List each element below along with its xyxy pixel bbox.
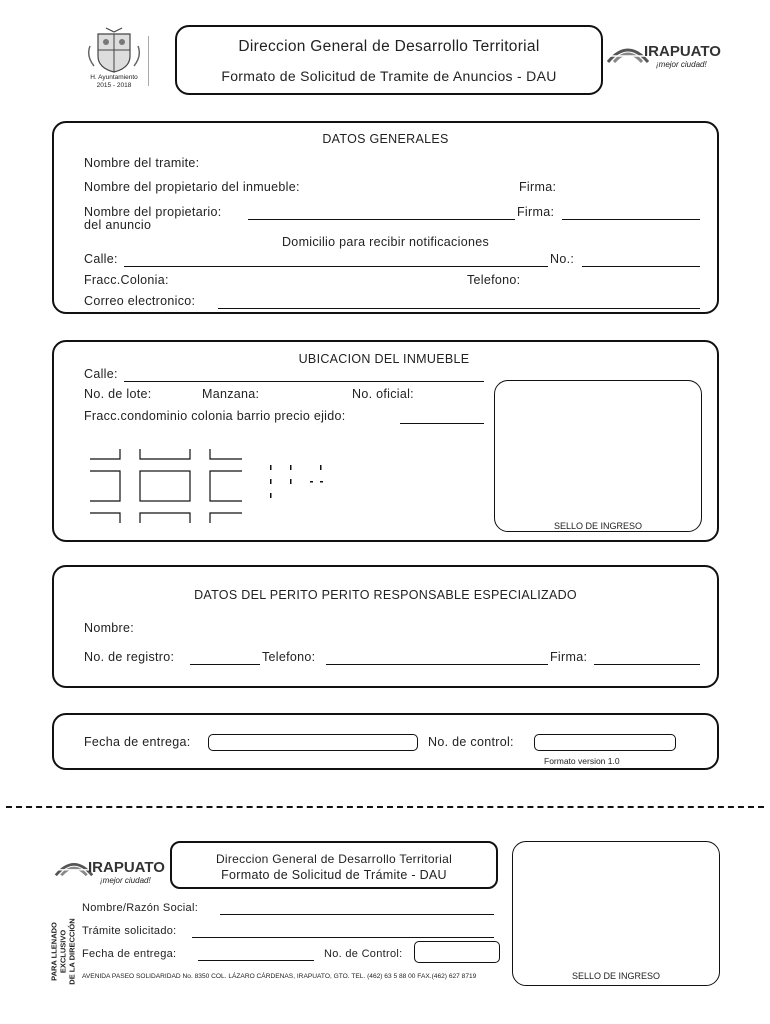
brand-slogan: ¡mejor ciudad! <box>656 60 707 69</box>
fecha-entrega-field[interactable] <box>208 734 418 751</box>
firma-label: Firma: <box>519 180 557 194</box>
firma-label: Firma: <box>550 650 588 664</box>
nombre-propietario-anuncio-label: Nombre del propietario: <box>84 205 222 219</box>
talon-sello-box[interactable] <box>512 841 720 986</box>
no-label: No.: <box>550 252 575 266</box>
seal-caption: H. Ayuntamiento <box>90 74 138 81</box>
domicilio-heading: Domicilio para recibir notificaciones <box>281 235 489 249</box>
no-control-field[interactable] <box>534 734 676 751</box>
telefono-line[interactable] <box>326 664 548 665</box>
side-label-line1: PARA LLENADO EXCLUSIVO <box>49 922 68 981</box>
talon-subtitle: Formato de Solicitud de Trámite - DAU <box>221 868 447 882</box>
talon-side-label <box>50 902 76 988</box>
no-registro-label: No. de registro: <box>84 650 175 664</box>
talon-brand-logo <box>54 855 164 891</box>
municipal-seal <box>84 26 144 88</box>
coat-of-arms-icon <box>84 26 144 74</box>
talon-tramite-label: Trámite solicitado: <box>82 925 177 937</box>
calle-label: Calle: <box>84 367 118 381</box>
talon-no-control-label: No. de Control: <box>324 948 403 960</box>
brand-slogan: ¡mejor ciudad! <box>100 876 151 885</box>
section-heading: DATOS DEL PERITO PERITO RESPONSABLE ESPECIALIZADO <box>194 588 577 602</box>
no-lote-label: No. de lote: <box>84 387 152 401</box>
version-label: Formato version 1.0 <box>544 756 620 766</box>
nombre-tramite-label: Nombre del tramite: <box>84 156 200 170</box>
section-heading: UBICACION DEL INMUEBLE <box>298 352 470 366</box>
fecha-entrega-label: Fecha de entrega: <box>84 735 191 749</box>
entrega-section <box>52 713 719 770</box>
no-oficial-label: No. oficial: <box>352 387 414 401</box>
no-control-label: No. de control: <box>428 735 514 749</box>
talon-nombre-line[interactable] <box>220 914 494 915</box>
talon-title-box <box>170 841 498 889</box>
calle-line[interactable] <box>124 381 484 382</box>
side-label-line2: DE LA DIRECCIÓN <box>67 918 77 985</box>
firma-label-2: Firma: <box>517 205 555 219</box>
calle-label: Calle: <box>84 252 118 266</box>
calle-line[interactable] <box>124 266 548 267</box>
sello-ingreso-box[interactable] <box>494 380 702 532</box>
sello-label: SELLO DE INGRESO <box>553 521 643 531</box>
fracc-line[interactable] <box>400 423 484 424</box>
del-anuncio-label: del anuncio <box>84 218 152 232</box>
brand-logo <box>606 40 726 80</box>
talon-nombre-label: Nombre/Razón Social: <box>82 902 199 914</box>
no-registro-line[interactable] <box>190 664 260 665</box>
talon-fecha-label: Fecha de entrega: <box>82 948 177 960</box>
header-title: Direccion General de Desarrollo Territorial <box>238 38 540 55</box>
correo-label: Correo electronico: <box>84 294 196 308</box>
cut-line <box>6 806 764 808</box>
fracc-label: Fracc.condominio colonia barrio precio ejido: <box>84 409 346 423</box>
ubicacion-section <box>52 340 719 542</box>
header-title-box <box>175 25 603 95</box>
seal-caption-years: 2015 - 2018 <box>96 82 132 89</box>
talon-address: AVENIDA PASEO SOLIDARIDAD No. 8350 COL. LÁZARO CÁRDENAS, IRAPUATO, GTO. TEL. (462) 63 5 88 00 FAX.(462) 627 8719 <box>82 973 477 980</box>
firma-line[interactable] <box>562 219 700 220</box>
perito-section <box>52 565 719 688</box>
seal-divider <box>148 36 149 86</box>
telefono-label: Telefono: <box>262 650 316 664</box>
brand-name: IRAPUATO <box>88 859 165 876</box>
section-heading: DATOS GENERALES <box>322 132 449 146</box>
talon-title: Direccion General de Desarrollo Territorial <box>215 852 453 866</box>
header-subtitle: Formato de Solicitud de Tramite de Anuncios - DAU <box>221 68 557 84</box>
nombre-label: Nombre: <box>84 621 135 635</box>
correo-line[interactable] <box>218 308 700 309</box>
fracc-colonia-label: Fracc.Colonia: <box>84 273 169 287</box>
nombre-propietario-inmueble-label: Nombre del propietario del inmueble: <box>84 180 300 194</box>
talon-fecha-line[interactable] <box>198 960 314 961</box>
talon-tramite-line[interactable] <box>192 937 494 938</box>
location-sketch-grid[interactable] <box>84 447 354 525</box>
talon-no-control-field[interactable] <box>414 941 500 963</box>
telefono-label: Telefono: <box>467 273 521 287</box>
no-line[interactable] <box>582 266 700 267</box>
manzana-label: Manzana: <box>202 387 260 401</box>
firma-line[interactable] <box>594 664 700 665</box>
brand-name: IRAPUATO <box>644 43 721 60</box>
datos-generales-section <box>52 121 719 314</box>
talon-sello-label: SELLO DE INGRESO <box>571 971 661 981</box>
propietario-anuncio-line[interactable] <box>248 219 515 220</box>
